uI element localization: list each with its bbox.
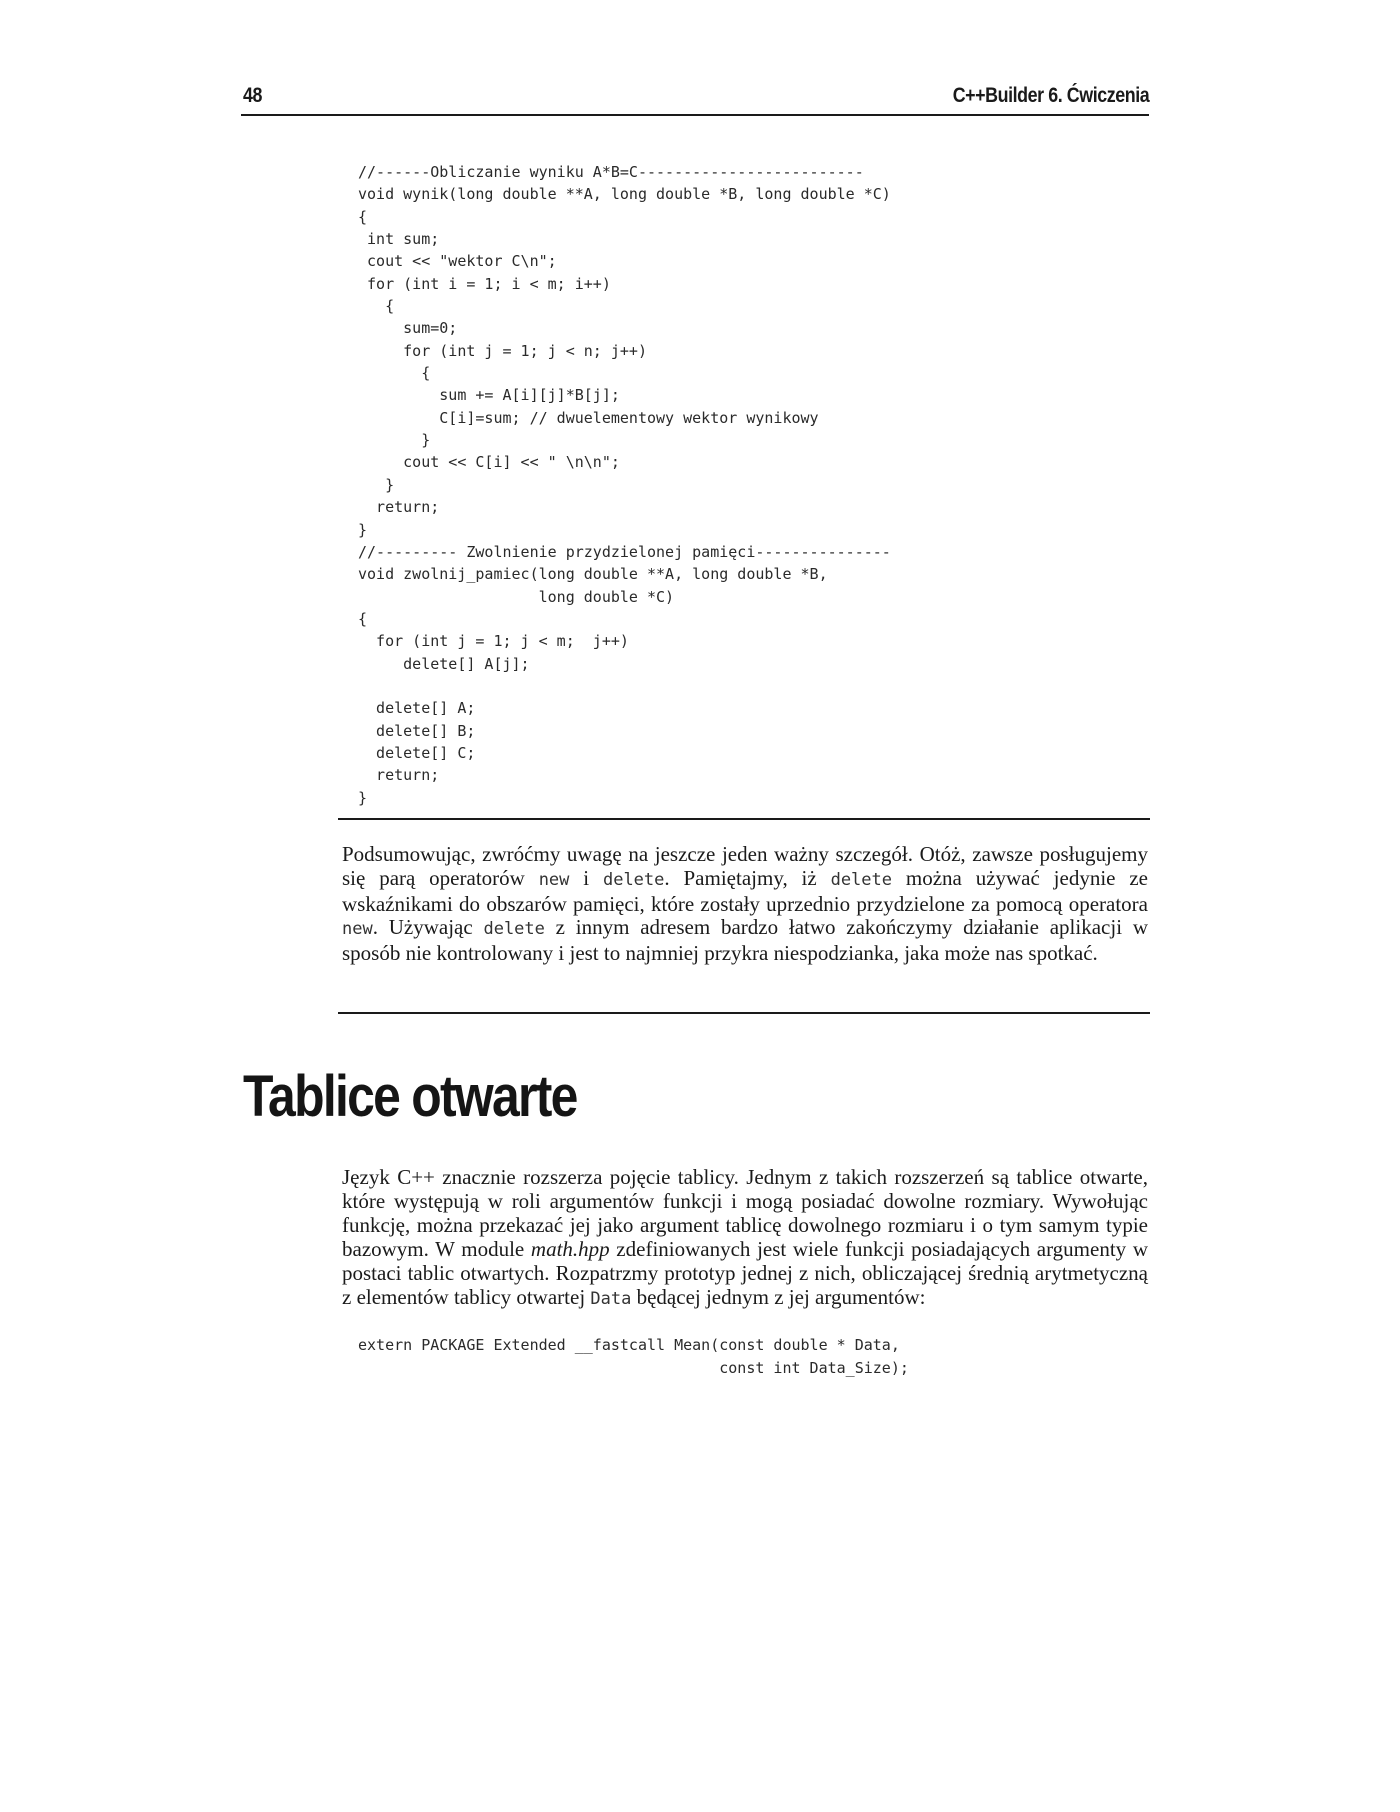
body-text-1: Język C++ znacznie rozszerza pojęcie tablicy. Jednym z takich rozszerzeń są tablice otwarte, które występują w roli argumentów funkcji i mogą posiadać dowolne rozmiary. Wywołując funkcję, można przekazać jej jako argument tablicę dowolnego rozmiaru i o tym samym typie bazowym. W module: [342, 1165, 1148, 1261]
note-paragraph: [342, 843, 1148, 966]
body-paragraph: [342, 1165, 1148, 1311]
note-code-delete-3: delete: [483, 919, 545, 940]
note-code-delete: delete: [602, 869, 665, 890]
note-text-1: Podsumowując, zwróćmy uwagę na jeszcze jeden ważny szczegół. Otóż, zawsze posługujemy się parą operatorów: [342, 842, 1148, 890]
page-number: 48: [243, 84, 263, 107]
code-listing-wynik-zwolnij: //------Obliczanie wyniku A*B=C------------------------- void wynik(long double **A, long double *B, long double *C) { int sum; cout << "wektor C\n"; for (int i = 1; i < m; i++) { sum=0; for (int j = 1; j < n; j++) { sum += A[i][j]*B[j]; C[i]=sum; // dwuelementowy wektor wynikowy } cout << C[i] << " \n\n"; } return; } //--------- Zwolnienie przydzielonej pamięci--------------- void zwolnij_pamiec(long double **A, long double *B, long double *C) { for (int j = 1; j < m; j++) delete[] A[j]; delete[] A; delete[] B; delete[] C; return; }: [358, 163, 891, 807]
note-text-2: i: [569, 865, 603, 890]
body-filename: math.hpp: [530, 1237, 610, 1261]
note-code-new: new: [538, 869, 570, 890]
body-text-2: zdefiniowanych jest wiele funkcji posiadających argumenty w postaci tablic otwartych. Rozpatrzmy prototyp jednej z nich, obliczającej średnią arytmetyczną z elementów tablicy otwartej: [342, 1237, 1148, 1309]
note-text-6: z innym adresem bardzo łatwo zakończymy działanie aplikacji w sposób nie kontrolowany i jest to najmniej przykra niespodzianka, jaka może nas spotkać.: [342, 915, 1148, 966]
book-title: C++Builder 6. Ćwiczenia: [952, 84, 1149, 107]
note-text-3: . Pamiętajmy, iż: [664, 865, 831, 890]
note-bottom-rule: [338, 1012, 1150, 1014]
code-listing-mean-prototype: extern PACKAGE Extended __fastcall Mean(const double * Data, const int Data_Size);: [358, 1336, 909, 1377]
body-text-3: będącej jednym z jej argumentów:: [631, 1285, 926, 1309]
note-code-new-2: new: [342, 919, 373, 940]
note-text-4: można używać jedynie ze wskaźnikami do obszarów pamięci, które zostały uprzednio przydzielone za pomocą operatora: [342, 865, 1148, 916]
note-code-delete-2: delete: [830, 869, 892, 890]
page-header: [241, 82, 1149, 116]
section-title: Tablice otwarte: [243, 1064, 577, 1129]
note-text-5: . Używając: [372, 915, 484, 940]
body-code-data: Data: [590, 1289, 632, 1309]
note-top-rule: [338, 818, 1150, 820]
